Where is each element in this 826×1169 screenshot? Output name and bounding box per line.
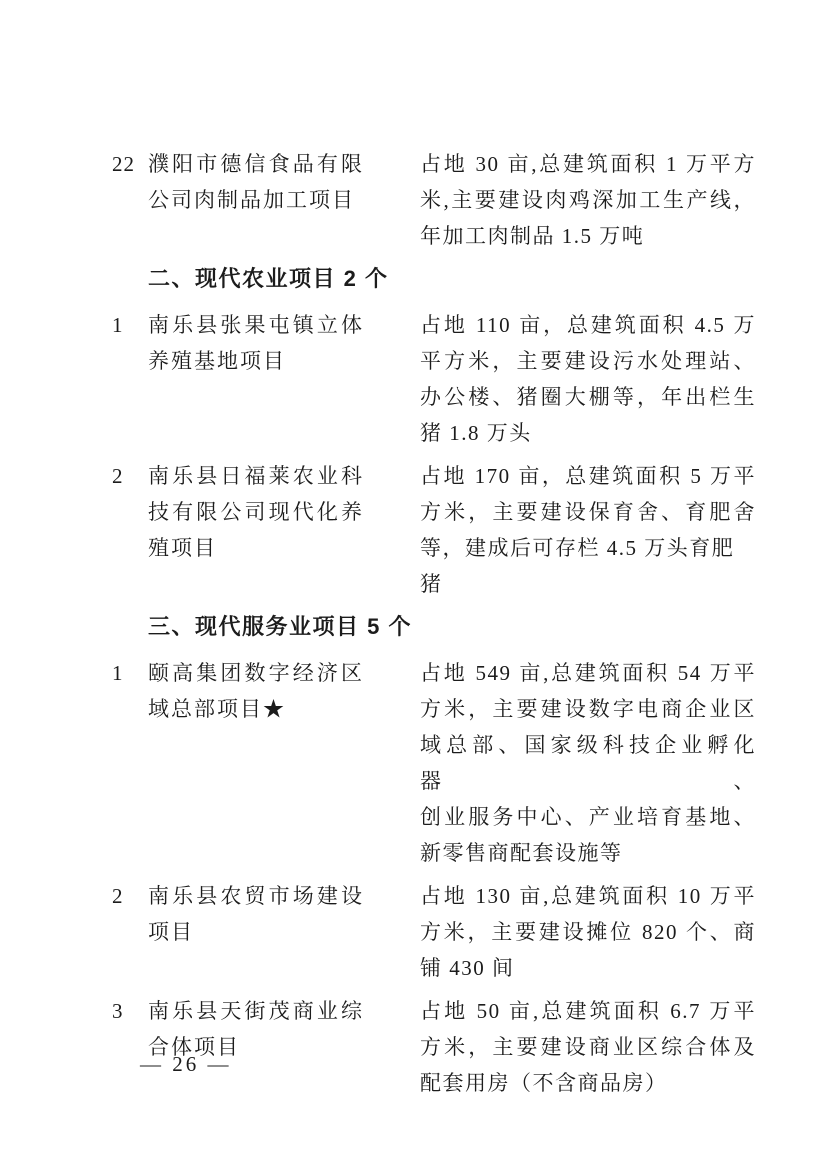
project-description-line: 米,主要建设肉鸡深加工生产线， [420,188,756,212]
section-heading-services: 三、现代服务业项目 5 个 [148,614,412,639]
project-name-line: 南乐县天街茂商业综 [148,999,364,1023]
project-row [112,993,826,1101]
project-description-line: 铺 430 间 [420,956,515,980]
page-number: — 26 — [140,1052,232,1076]
project-name-line: 颐高集团数字经济区 [148,661,364,685]
project-description-line: 创业服务中心、产业培育基地、 [420,805,756,829]
project-description-line: 占地 110 亩，总建筑面积 4.5 万 [420,313,756,337]
project-name-line: 濮阳市德信食品有限 [148,152,364,176]
project-name [148,307,364,379]
project-number: 1 [112,661,124,685]
project-number: 22 [112,152,135,176]
project-name-line: 南乐县张果屯镇立体 [148,313,364,337]
project-description-line: 等，建成后可存栏 4.5 万头育肥猪 [420,536,735,596]
project-name-line: 南乐县农贸市场建设 [148,884,364,908]
section-heading-agriculture: 二、现代农业项目 2 个 [148,266,389,291]
project-description-line: 占地 50 亩,总建筑面积 6.7 万平 [420,999,756,1023]
project-name [148,878,364,950]
project-description-line: 占地 170 亩，总建筑面积 5 万平 [420,464,756,488]
project-number: 2 [112,464,124,488]
project-description [420,146,756,254]
project-description-line: 方米，主要建设保育舍、育肥舍 [420,500,756,524]
project-description-line: 占地 130 亩,总建筑面积 10 万平 [420,884,756,908]
project-description [420,655,756,871]
project-row [112,458,826,602]
project-row [112,655,826,871]
project-name-line: 南乐县日福莱农业科 [148,464,364,488]
project-description-line: 平方米，主要建设污水处理站、 [420,349,756,373]
project-description-line: 占地 30 亩,总建筑面积 1 万平方 [420,152,756,176]
project-row [112,307,826,451]
project-row [112,146,826,254]
project-name-line: 域总部项目★ [148,697,286,721]
project-description-line: 新零售商配套设施等 [420,841,623,865]
project-name-line: 项目 [148,920,194,944]
project-name-line: 殖项目 [148,536,217,560]
project-number: 3 [112,999,124,1023]
project-name [148,655,364,727]
project-number: 2 [112,884,124,908]
project-description-line: 方米，主要建设数字电商企业区 [420,697,756,721]
project-description-line: 占地 549 亩,总建筑面积 54 万平 [420,661,756,685]
project-description-line: 办公楼、猪圈大棚等，年出栏生 [420,385,756,409]
project-name-line: 公司肉制品加工项目 [148,188,355,212]
project-name-line: 合体项目 [148,1035,240,1059]
project-description-line: 配套用房（不含商品房） [420,1071,668,1095]
project-description-line: 猪 1.8 万头 [420,421,532,445]
project-description-line: 域总部、国家级科技企业孵化器、 [420,733,756,793]
project-number: 1 [112,313,124,337]
project-name-line: 养殖基地项目 [148,349,286,373]
project-description [420,878,756,986]
project-description [420,458,756,602]
project-row [112,878,826,986]
project-name-line: 技有限公司现代化养 [148,500,364,524]
project-description [420,993,756,1101]
project-description [420,307,756,451]
project-description-line: 方米，主要建设商业区综合体及 [420,1035,756,1059]
project-name [148,146,364,218]
project-description-line: 年加工肉制品 1.5 万吨 [420,224,645,248]
project-name [148,458,364,566]
project-description-line: 方米，主要建设摊位 820 个、商 [420,920,756,944]
